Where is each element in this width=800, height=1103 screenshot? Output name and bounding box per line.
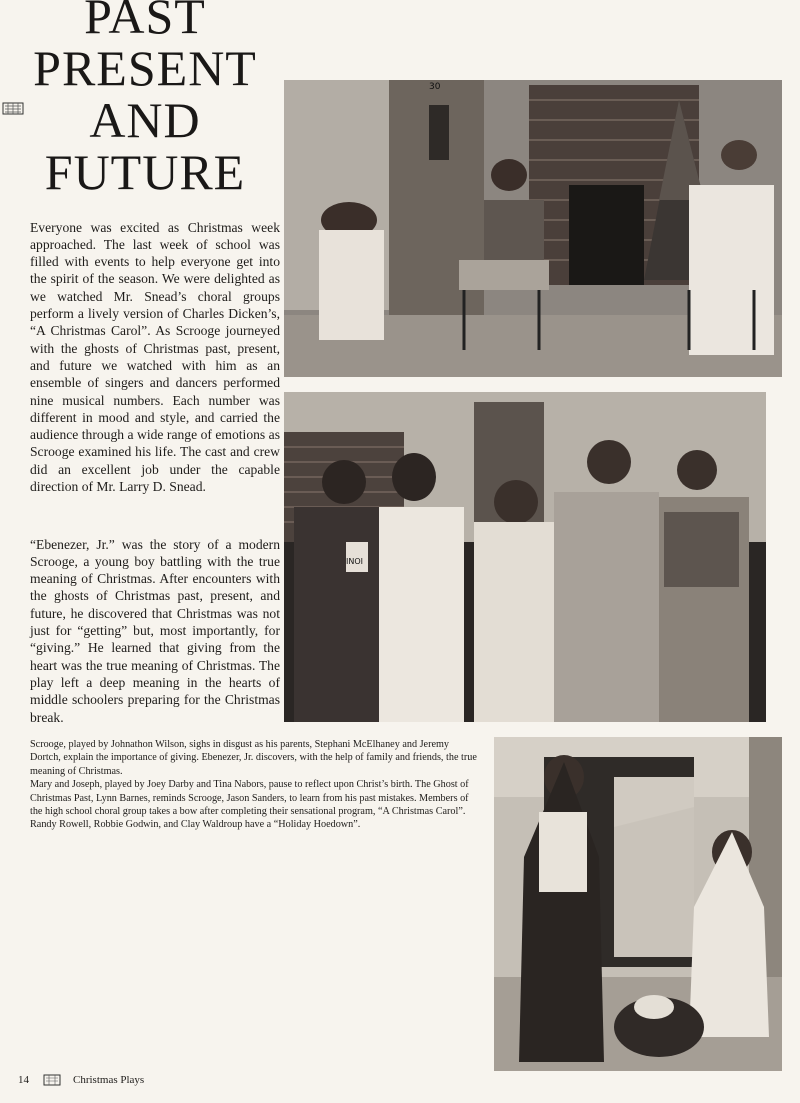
title-line: FUTURE xyxy=(44,144,246,200)
title-line: PAST xyxy=(84,0,206,44)
shirt-text: INOI xyxy=(346,557,363,566)
caption: Randy Rowell, Robbie Godwin, and Clay Waldroup have a “Holiday Hoedown”. xyxy=(30,819,361,831)
caption: Scrooge, played by Johnathon Wilson, sighs in disgust as his parents, Stephani McElhaney and Jeremy Dortch, explain the importance of giving. Ebenezer, Jr. discovers, with the help of family and friends, the true meaning of Christmas. xyxy=(30,739,477,777)
article-paragraph: Everyone was excited as Christmas week approached. The last week of school was filled with events to help everyone get into the spirit of the season. We were delighted as we watched Mr. Snead’s choral groups perform a lively version of Charles Dicken’s, “A Christmas Carol”. As Scrooge journeyed with the ghosts of Christmas past, present, and future we watched with him as an ensemble of singers and dancers performed nine musical numbers. Each number was different in mood and style, and carried the audience through a wide range of emotions as Scrooge examined his life. The cast and crew did an excellent job under the capable direction of Mr. Larry D. Snead. xyxy=(30,219,280,495)
photo-nativity xyxy=(494,737,782,1071)
photo-scrooge-family xyxy=(284,80,782,377)
page-number: 14 xyxy=(18,1074,29,1086)
caption: Mary and Joseph, played by Joey Darby and Tina Nabors, pause to reflect upon Christ’s birth. The Ghost of Christmas Past, Lynn Barnes, reminds Scrooge, Jason Sanders, to learn from his past mistakes. Members of the high school choral group takes a bow after completing their sensational program, “A Christmas Carol”. xyxy=(30,779,469,818)
page-title xyxy=(10,0,280,198)
page-footer xyxy=(18,1073,144,1087)
school-mark-icon xyxy=(2,100,24,116)
door-number: 30 xyxy=(429,82,441,92)
photo-cast-group xyxy=(284,392,766,722)
photo-captions xyxy=(30,738,482,832)
school-logo-icon xyxy=(43,1073,61,1087)
title-line: PRESENT xyxy=(33,40,257,96)
section-title: Christmas Plays xyxy=(73,1074,145,1086)
title-line: AND xyxy=(89,92,201,148)
article-paragraph: “Ebenezer, Jr.” was the story of a modern Scrooge, a young boy battling with the true meaning of Christmas. After encounters with the ghosts of Christmas past, present, and future, he discovered that Christmas was not just for “getting” but, most importantly, for “giving.” He learned that giving from the heart was the true meaning of Christmas. The play left a deep meaning in the hearts of middle schoolers preparing for the Christmas break. xyxy=(30,536,280,725)
